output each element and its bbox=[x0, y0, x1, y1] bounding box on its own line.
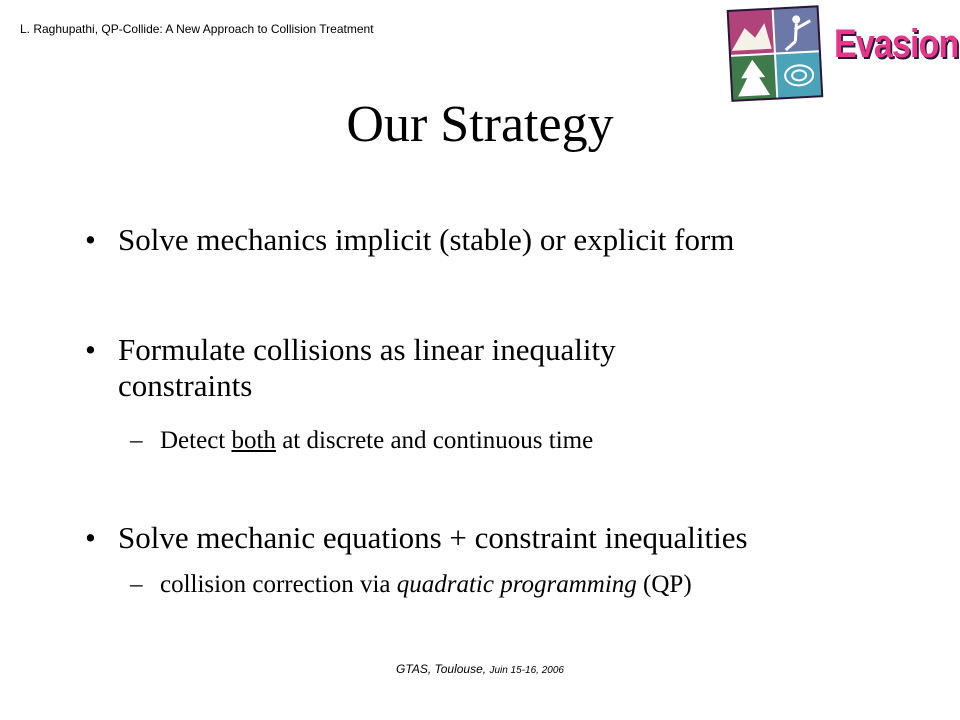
sub-bullet-text bbox=[160, 570, 692, 600]
bullet-marker: • bbox=[85, 332, 96, 367]
underlined-word: both bbox=[231, 427, 276, 454]
bullet-marker: • bbox=[85, 222, 96, 257]
text-run: at discrete and continuous time bbox=[275, 427, 594, 454]
slide-header: L. Raghupathi, QP-Collide: A New Approach to Collision Treatment bbox=[20, 22, 374, 36]
footer-date: Juin 15-16, 2006 bbox=[489, 665, 564, 676]
bullet-text bbox=[118, 332, 838, 404]
evasion-logo bbox=[726, 4, 959, 106]
footer-venue: GTAS, Toulouse, bbox=[396, 662, 490, 676]
slide-title: Our Strategy bbox=[346, 96, 614, 153]
slide-footer bbox=[0, 662, 960, 676]
bullet-marker: • bbox=[85, 520, 96, 555]
logo-wordmark: Evasion bbox=[834, 22, 959, 66]
text-run: collision correction via bbox=[160, 571, 397, 598]
text-run: (QP) bbox=[636, 571, 692, 598]
bullet-text-line-1: Formulate collisions as linear inequality bbox=[118, 332, 616, 367]
text-run: Detect bbox=[160, 427, 232, 454]
italic-phrase: quadratic programming bbox=[396, 571, 637, 598]
bullet-text: Solve mechanics implicit (stable) or explicit form bbox=[118, 222, 735, 257]
bullet-text: Solve mechanic equations + constraint inequalities bbox=[118, 520, 748, 555]
bullet-text-line-2: constraints bbox=[118, 368, 253, 403]
sub-bullet-text bbox=[160, 426, 593, 456]
sub-bullet-marker: – bbox=[130, 571, 143, 598]
sub-bullet-marker: – bbox=[130, 427, 143, 454]
evasion-logo-icon bbox=[726, 4, 846, 106]
